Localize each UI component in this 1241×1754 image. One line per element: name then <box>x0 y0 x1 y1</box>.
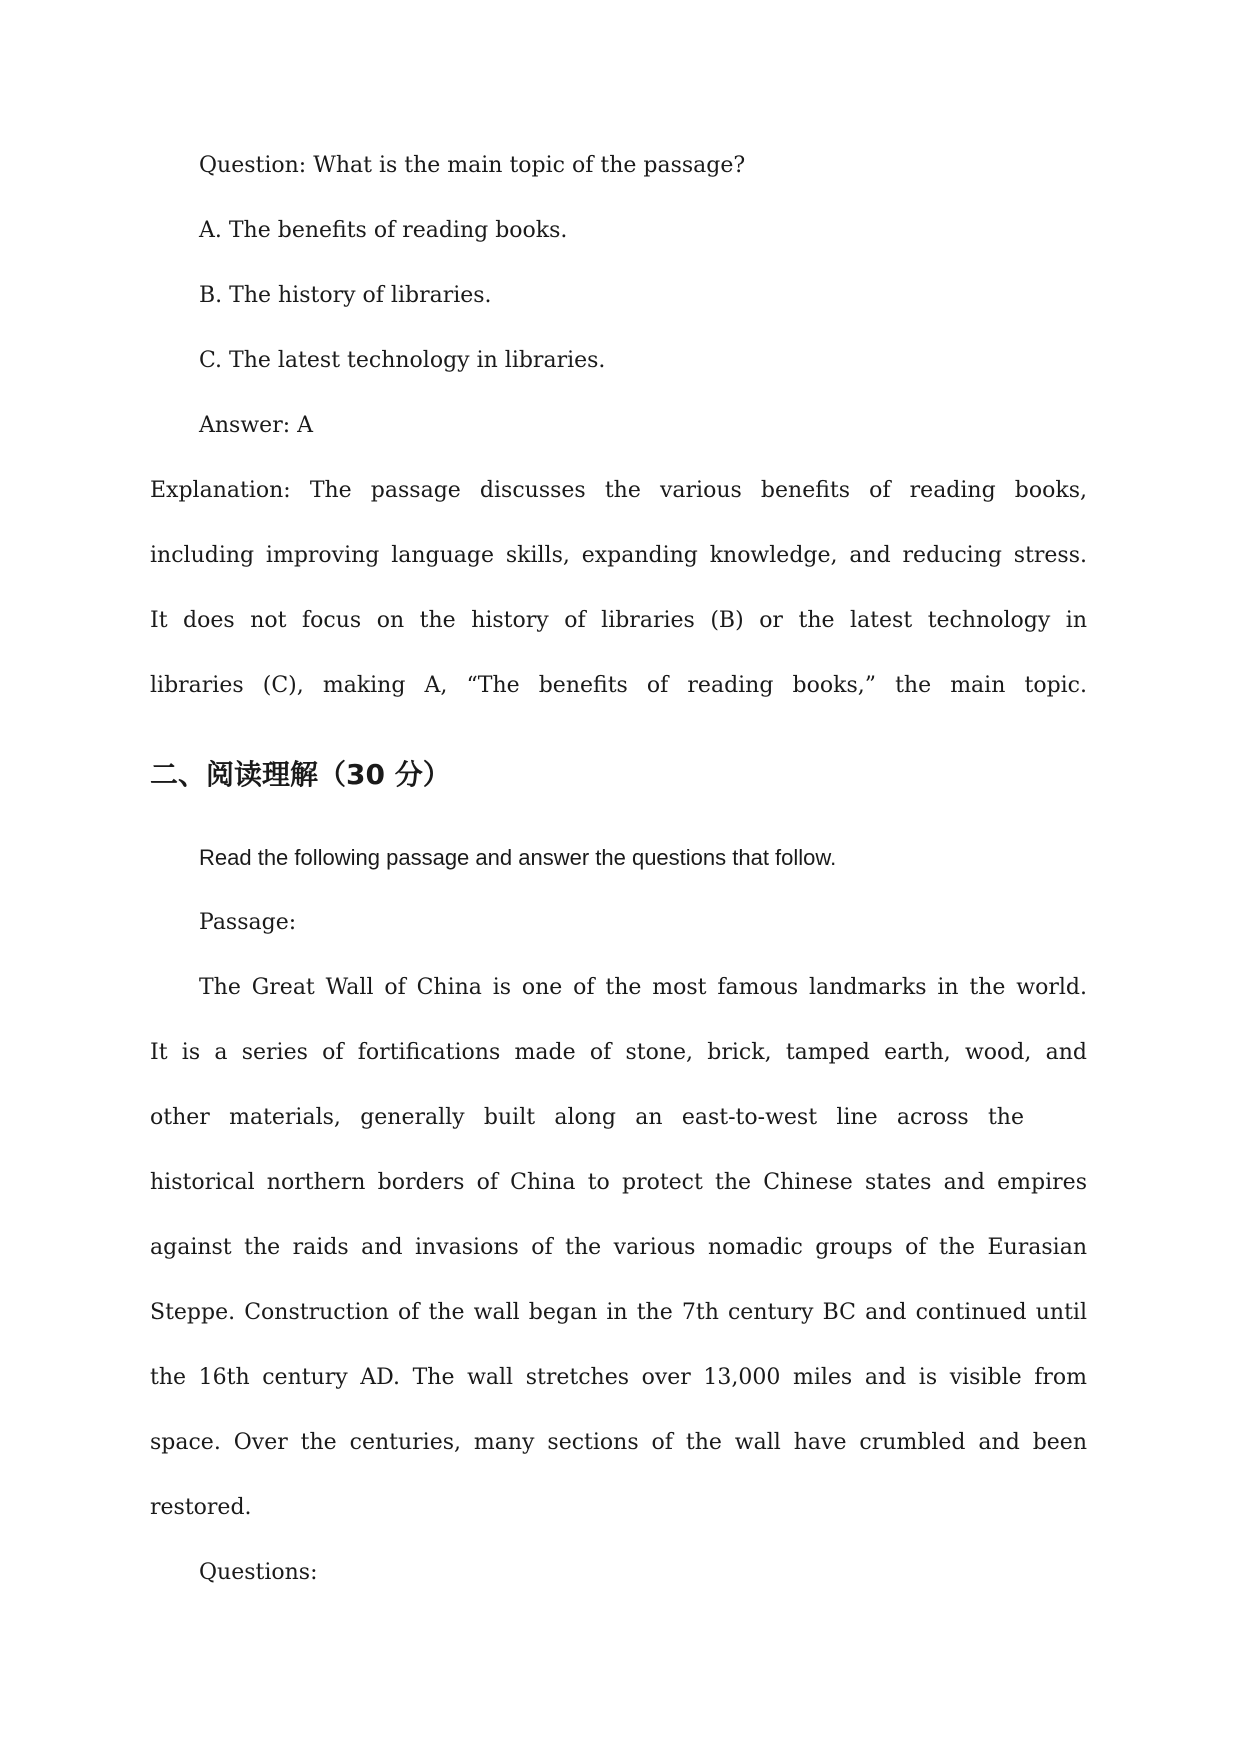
passage-line: historical northern borders of China to protect the Chinese states and empires <box>150 1170 1087 1195</box>
question-text: Question: What is the main topic of the passage? <box>199 153 746 178</box>
passage-line: other materials, generally built along an east-to-west line across the <box>150 1105 1024 1130</box>
explanation-line: It does not focus on the history of libraries (B) or the latest technology in <box>150 608 1087 633</box>
explanation-line: libraries (C), making A, “The benefits of reading books,” the main topic. <box>150 673 1087 698</box>
passage-line: against the raids and invasions of the various nomadic groups of the Eurasian <box>150 1235 1087 1260</box>
explanation-line: Explanation: The passage discusses the various benefits of reading books, <box>150 478 1087 503</box>
passage-line: the 16th century AD. The wall stretches over 13,000 miles and is visible from <box>150 1365 1087 1390</box>
section-heading: 二、阅读理解（30 分） <box>150 758 451 791</box>
passage-line: It is a series of fortifications made of stone, brick, tamped earth, wood, and <box>150 1040 1087 1065</box>
passage-label: Passage: <box>199 910 297 935</box>
option-b: B. The history of libraries. <box>199 283 492 308</box>
passage-line: Steppe. Construction of the wall began in the 7th century BC and continued until <box>150 1300 1087 1325</box>
questions-label: Questions: <box>199 1560 318 1585</box>
passage-line: The Great Wall of China is one of the most famous landmarks in the world. <box>199 975 1087 1000</box>
answer-text: Answer: A <box>199 413 314 438</box>
instruction-text: Read the following passage and answer the questions that follow. <box>199 845 837 870</box>
passage-line: restored. <box>150 1495 252 1520</box>
passage-line: space. Over the centuries, many sections of the wall have crumbled and been <box>150 1430 1087 1455</box>
explanation-line: including improving language skills, expanding knowledge, and reducing stress. <box>150 543 1087 568</box>
option-a: A. The benefits of reading books. <box>199 218 568 243</box>
option-c: C. The latest technology in libraries. <box>199 348 606 373</box>
